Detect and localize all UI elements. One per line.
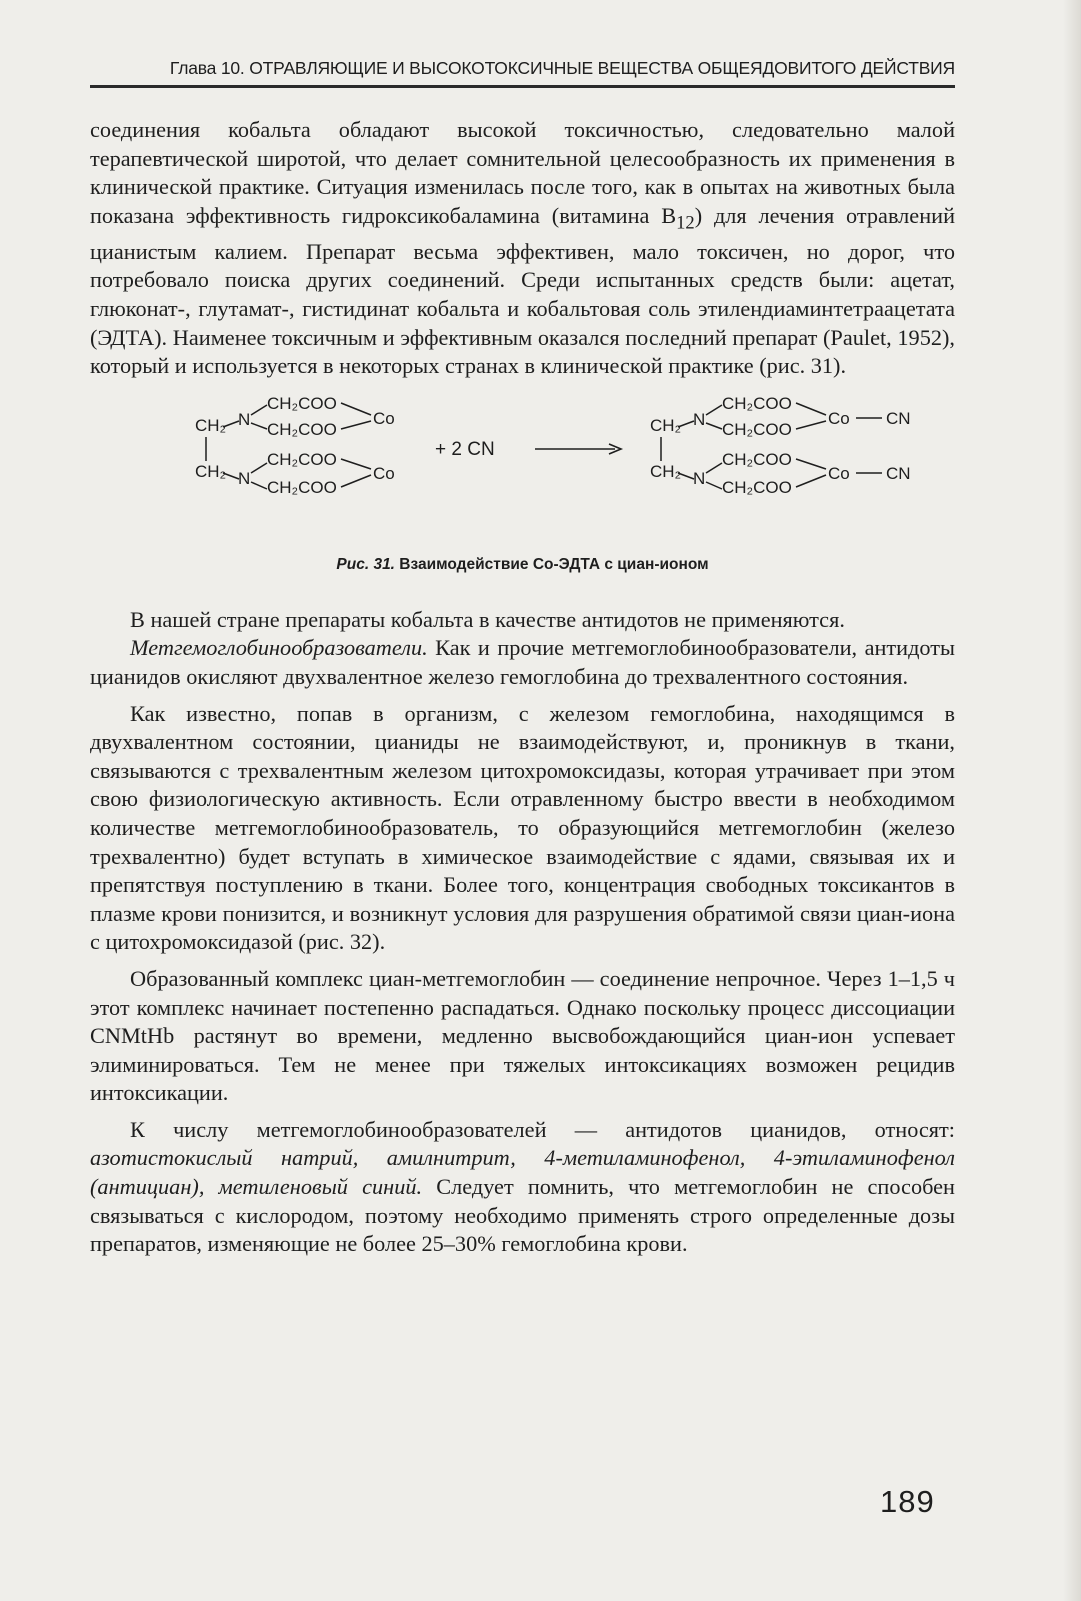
product-n-bottom-label: N [693,468,706,488]
product-arm4-label: CH₂COO [722,477,792,497]
reactant-structure [195,394,395,497]
product-ch2-bottom-label: CH₂ [650,461,682,481]
arm1-label: CH₂COO [267,393,337,413]
caption-number: Рис. 31. [336,555,395,573]
reaction-arrow [535,444,621,454]
product-n-top-label: N [693,409,706,429]
product-arm1-label: CH₂COO [722,393,792,413]
running-header: Глава 10. ОТРАВЛЯЮЩИЕ И ВЫСОКОТОКСИЧНЫЕ ВЕЩЕСТВА ОБЩЕЯДОВИТОГО ДЕЙСТВИЯ [90,58,955,88]
reaction-scheme [135,389,935,549]
product-arm2-label: CH₂COO [722,419,792,439]
arm4-label: CH₂COO [267,477,337,497]
paragraph-3: Как известно, попав в организм, с железом гемоглобина, находящимся в двухвалентном состоянии, цианиды не взаимодействуют, и, проникнув в ткани, связываются с трехвалентным железом цитохромоксидазы, которая утрачивает при этом свою физиологическую активность. Если отравленному быстро ввести в необходимом количестве метгемоглобинообразователь, то образующийся метгемоглобин (железо трехвалентно) будет вступать в химическое взаимодействие с ядами, связывая их и препятствуя поступлению в ткани. Более того, концентрация свободных токсикантов в плазме крови понизится, и возникнут условия для разрушения обратимой связи циан-иона с цитохромоксидазой (рис. 32). [90,700,955,955]
paragraph-4: Образованный комплекс циан-метгемоглобин — соединение непрочное. Через 1–1,5 ч этот комплекс начинает постепенно распадаться. Однако поскольку процесс диссоциации CNMtHb растянут во времени, медленно высвобождающийся циан-ион успевает элиминироваться. Тем не менее при тяжелых интоксикациях возможен рецидив интоксикации. [90,965,955,1106]
n-top-label: N [238,409,251,429]
page-body [90,116,955,1259]
cn-bottom-label: CN [886,463,911,483]
product-co-top-label: Co [828,408,850,428]
product-co-bottom-label: Co [828,463,850,483]
product-structure [650,394,911,497]
antidote-list: азотистокислый натрий, амилнитрит, 4-метиламинофенол, 4-этиламинофенол (антициан), метиленовый синий. [90,1145,955,1200]
paragraph-5: К числу метгемоглобинообразователей — антидотов цианидов, относят: азотистокислый натрий, амилнитрит, 4-метиламинофенол, 4-этиламинофенол (антициан), метиленовый синий. Следует помнить, что метгемоглобин не способен связываться с кислородом, поэтому необходимо применять строго определенные дозы препаратов, изменяющие не более 25–30% гемоглобина крови. [90,1116,955,1257]
figure-caption [90,551,955,580]
co-top-label: Co [373,408,395,428]
product-arm3-label: CH₂COO [722,449,792,469]
co-bottom-label: Co [373,463,395,483]
product-ch2-top-label: CH₂ [650,415,682,435]
n-bottom-label: N [238,468,251,488]
paragraph-1: В нашей стране препараты кобальта в качестве антидотов не применяются. [130,606,845,632]
arm3-label: CH₂COO [267,449,337,469]
arm2-label: CH₂COO [267,419,337,439]
ch2-top-label: CH₂ [195,415,227,435]
caption-text: Взаимодействие Co-ЭДТА с циан-ионом [395,555,709,573]
term-methemoglobin-formers: Метгемоглобинообразователи. [130,635,428,661]
paragraph-2: Метгемоглобинообразователи. Как и прочие метгемоглобинообразователи, антидоты цианидов окисляют двухвалентное железо гемоглобина до трехвалентного состояния. [90,635,955,689]
page-number: 189 [880,1484,935,1519]
figure-31 [90,389,955,584]
intro-paragraph: соединения кобальта обладают высокой токсичностью, следовательно малой терапевтической широтой, что делает сомнительной целесообразность их применения в клинической практике. Ситуация изменилась после того, как в опытах на животных была показана эффективность гидроксикобаламина (витамина $B_{12}$) для лечения отравлений цианистым калием. Препарат весьма эффективен, мало токсичен, но дорог, что потребовало поиска других соединений. Среди испытанных средств были: ацетат, глюконат-, глутамат-, гистидинат кобальта и кобальтовая соль этилендиаминтетраацетата (ЭДТА). Наименее токсичным и эффективным оказался последний препарат (Paulet, 1952), который и используется в некоторых странах в клинической практике (рис. 31). [90,117,956,379]
page-edge [1063,0,1081,1601]
cn-top-label: CN [886,408,911,428]
subscript-12: 12 [676,212,695,234]
ch2-bottom-label: CH₂ [195,461,227,481]
plus-reagent-label: + 2 CN [435,438,495,460]
